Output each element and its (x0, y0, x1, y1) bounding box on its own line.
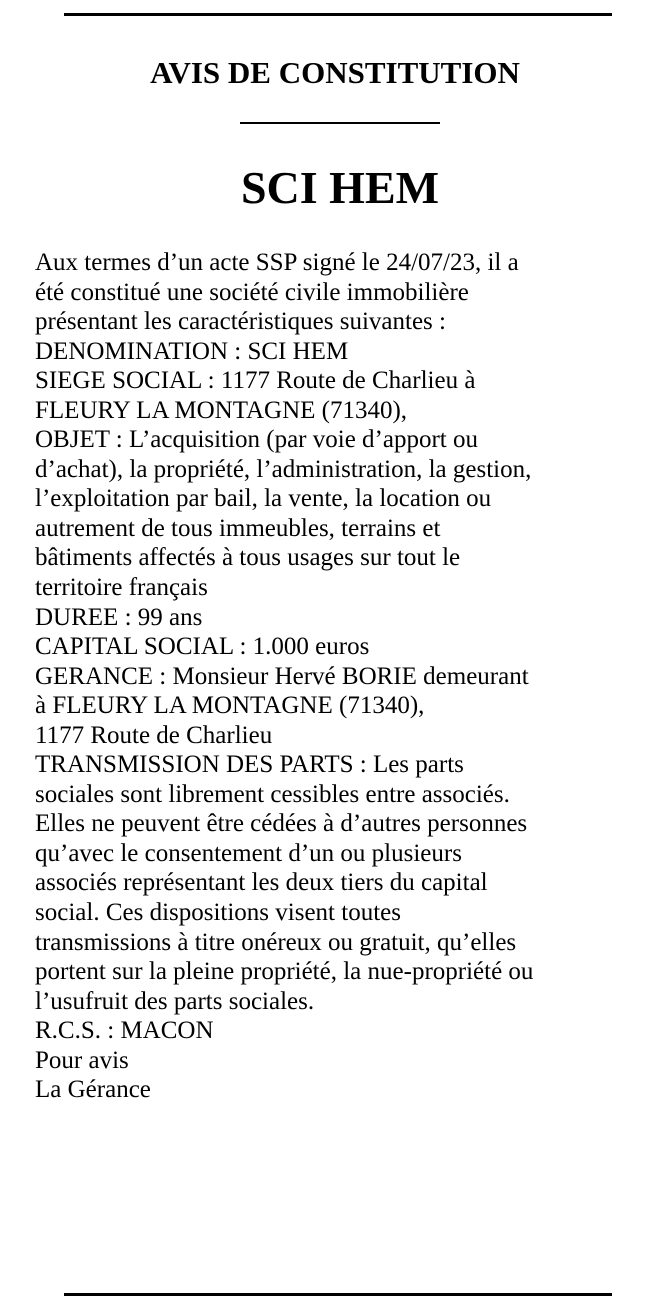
bottom-rule (64, 1293, 612, 1296)
body-line: social. Ces dispositions visent toutes (35, 899, 401, 927)
body-line: à FLEURY LA MONTAGNE (71340), (35, 692, 425, 720)
body-line: SIEGE SOCIAL : 1177 Route de Charlieu à (35, 367, 476, 395)
body-line: qu’avec le consentement d’un ou plusieurs (35, 839, 462, 867)
body-line: 1177 Route de Charlieu (35, 721, 273, 749)
body-line: DENOMINATION : SCI HEM (35, 337, 349, 365)
top-rule (64, 13, 612, 16)
body-line: autrement de tous immeubles, terrains et (35, 514, 441, 542)
body-line: DUREE : 99 ans (35, 603, 203, 631)
body-line: d’achat), la propriété, l’administration, la gestion, (35, 455, 532, 483)
body-line: présentant les caractéristiques suivantes : (35, 308, 446, 336)
notice-heading: AVIS DE CONSTITUTION (150, 55, 520, 90)
body-line: La Gérance (35, 1076, 151, 1104)
body-line: FLEURY LA MONTAGNE (71340), (35, 396, 408, 424)
body-line: territoire français (35, 574, 208, 602)
heading-divider (240, 122, 440, 124)
body-line: Pour avis (35, 1046, 129, 1074)
body-line: OBJET : L’acquisition (par voie d’apport ou (35, 426, 478, 454)
body-line: transmissions à titre onéreux ou gratuit, qu’elles (35, 928, 517, 956)
notice-body (35, 248, 655, 1105)
body-line: été constitué une société civile immobilière (35, 278, 469, 306)
body-line: GERANCE : Monsieur Hervé BORIE demeurant (35, 662, 529, 690)
body-line: TRANSMISSION DES PARTS : Les parts (35, 751, 464, 779)
body-line: associés représentant les deux tiers du capital (35, 869, 488, 897)
body-line: portent sur la pleine propriété, la nue-propriété ou (35, 958, 534, 986)
company-name: SCI HEM (240, 162, 440, 213)
body-line: bâtiments affectés à tous usages sur tout le (35, 544, 461, 572)
body-line: R.C.S. : MACON (35, 1017, 214, 1045)
body-line: Aux termes d’un acte SSP signé le 24/07/23, il a (35, 249, 519, 276)
body-line: CAPITAL SOCIAL : 1.000 euros (35, 633, 370, 661)
body-line: l’exploitation par bail, la vente, la location ou (35, 485, 492, 513)
body-line: l’usufruit des parts sociales. (35, 987, 315, 1015)
body-line: sociales sont librement cessibles entre associés. (35, 780, 510, 808)
body-line: Elles ne peuvent être cédées à d’autres personnes (35, 810, 528, 838)
